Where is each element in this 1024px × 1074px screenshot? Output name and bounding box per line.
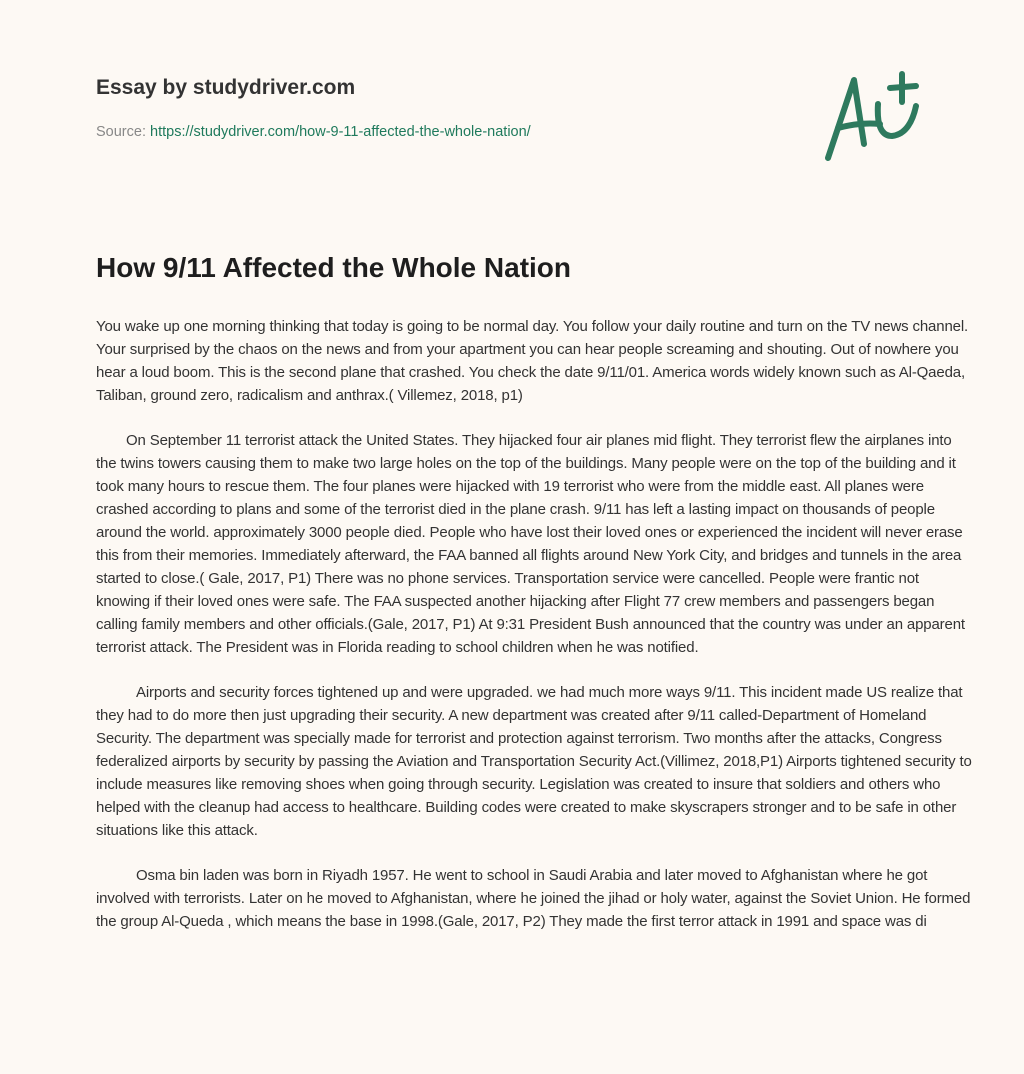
article-title: How 9/11 Affected the Whole Nation: [96, 252, 572, 283]
paragraph: Osma bin laden was born in Riyadh 1957. He went to school in Saudi Arabia and later moved to Afghanistan where he got involved with terrorists. Later on he moved to Afghanistan, where he joined the jihad or holy water, against the Soviet Union. He formed the group Al-Queda , which means the base in 1998.(Gale, 2017, P2) They made the first terror attack in 1991 and space was di: [96, 867, 971, 930]
site-brand: Essay by studydriver.com: [96, 76, 356, 99]
paragraph: Airports and security forces tightened up and were upgraded. we had much more ways 9/11. This incident made US realize that they had to do more then just upgrading their security. A new department was created after 9/11 called-Department of Homeland Security. The department was specially made for terrorist and protection against terrorism. Two months after the attacks, Congress federalized airports by security by passing the Aviation and Transportation Security Act.(Villimez, 2018,P1) Airports tightened security to include measures like removing shoes when going through security. Legislation was created to insure that soldiers and others who helped with the cleanup had access to healthcare. Building codes were created to make skyscrapers stronger and to be safe in other situations like this attack.: [96, 684, 972, 839]
source-line: [96, 124, 531, 140]
source-link[interactable]: https://studydriver.com/how-9-11-affected-the-whole-nation/: [150, 124, 531, 140]
a-plus-logo-icon: [818, 66, 928, 166]
article-body: [96, 315, 976, 955]
paragraph: You wake up one morning thinking that today is going to be normal day. You follow your daily routine and turn on the TV news channel. Your surprised by the chaos on the news and from your apartment you can hear people screaming and shouting. Out of nowhere you hear a loud boom. This is the second plane that crashed. You check the date 9/11/01. America words widely known such as Al-Qaeda, Taliban, ground zero, radicalism and anthrax.( Villemez, 2018, p1): [96, 318, 969, 404]
source-label: Source:: [96, 124, 146, 140]
paragraph: On September 11 terrorist attack the United States. They hijacked four air planes mid flight. They terrorist flew the airplanes into the twins towers causing them to make two large holes on the top of the buildings. Many people were on the top of the building and it took many hours to rescue them. The four planes were hijacked with 19 terrorist who were from the middle east. All planes were crashed according to plans and some of the terrorist died in the plane crash. 9/11 has left a lasting impact on thousands of people around the world. approximately 3000 people died. People who have lost their loved ones or experienced the incident will never erase this from their memories. Immediately afterward, the FAA banned all flights around New York City, and bridges and tunnels in the area started to close.( Gale, 2017, P1) There was no phone services. Transportation service were cancelled. People were frantic not knowing if their loved ones were safe. The FAA suspected another hijacking after Flight 77 crew members and passengers began calling family members and other officials.(Gale, 2017, P1) At 9:31 President Bush announced that the country was under an apparent terrorist attack. The President was in Florida reading to school children when he was notified.: [96, 432, 965, 656]
